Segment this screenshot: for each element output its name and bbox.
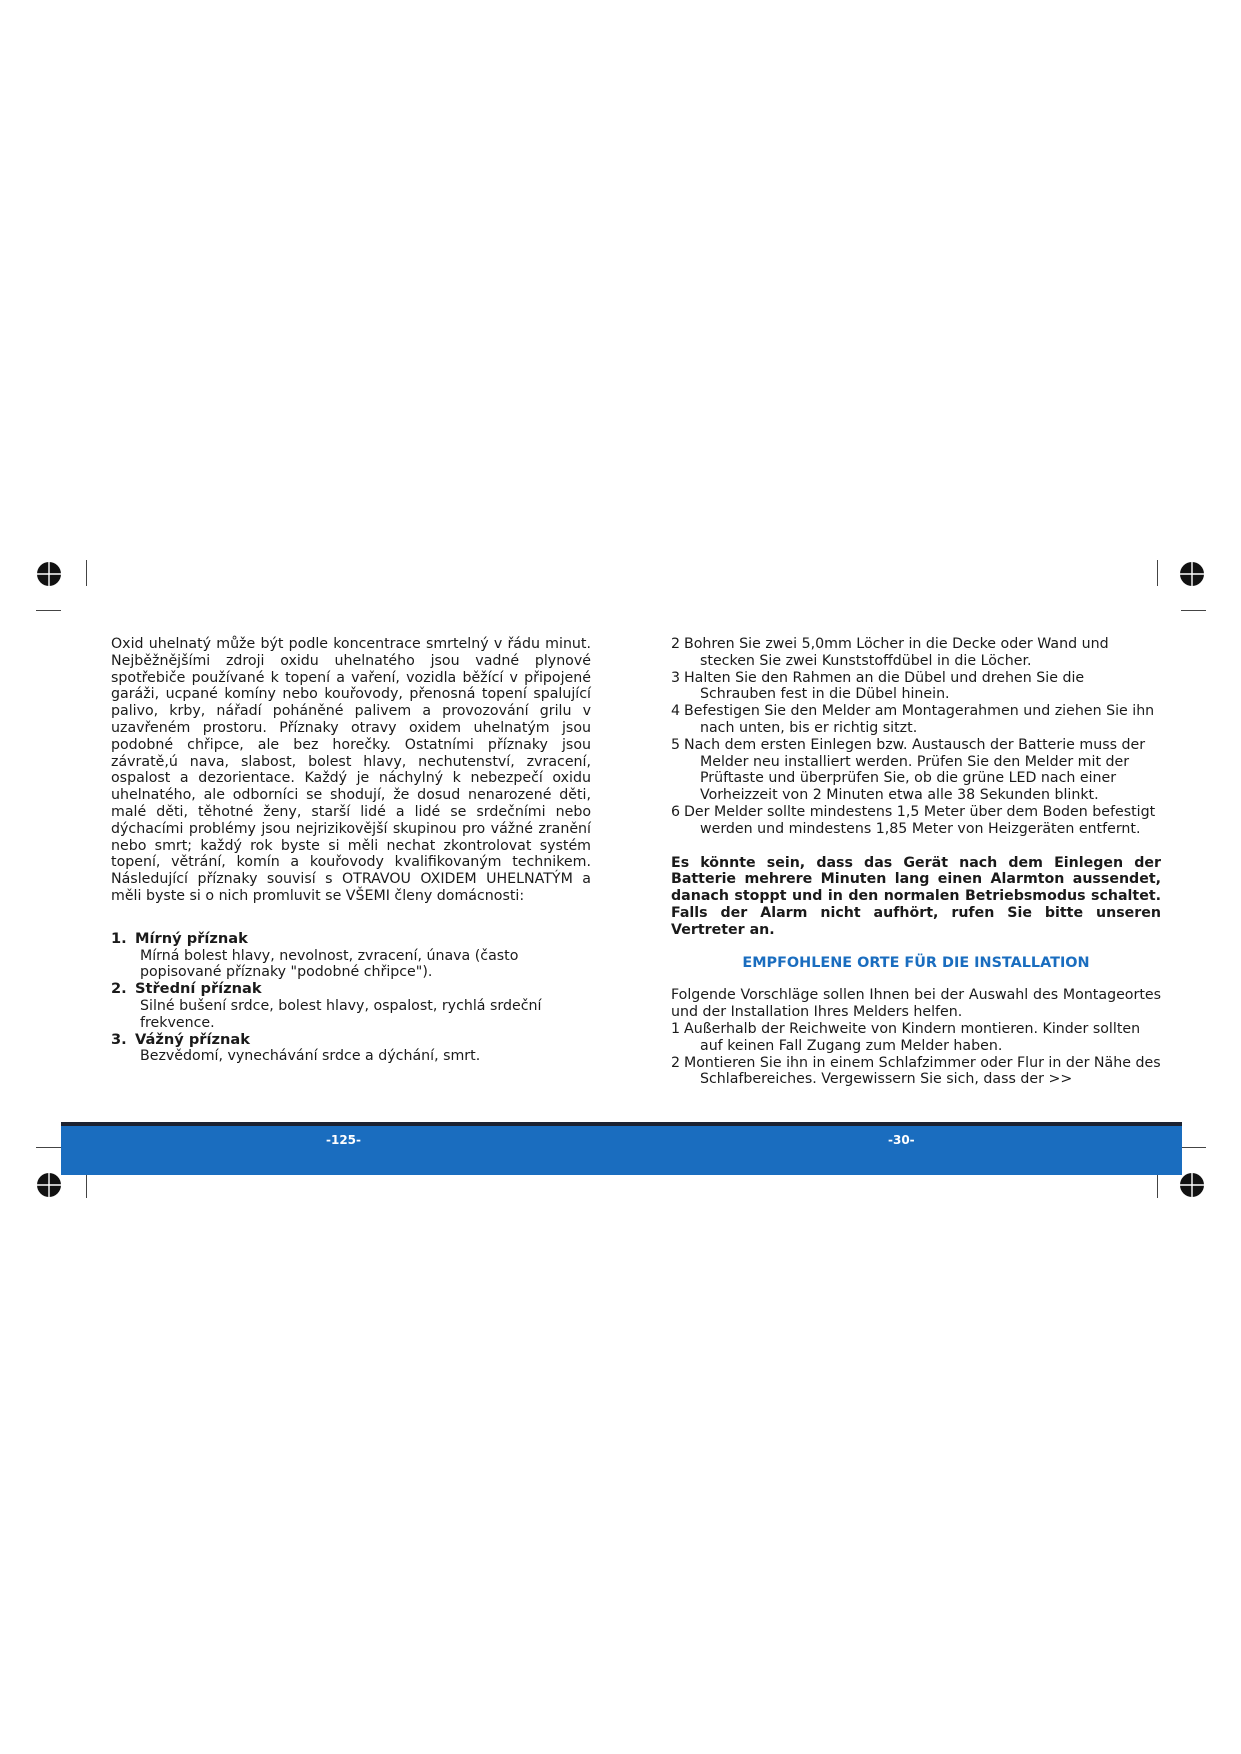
co-intro-paragraph: Oxid uhelnatý může být podle koncentrace smrtelný v řádu minut. Nejběžnějšími zdroji oxidu uhelnatého jsou vadné plynové spotřebiče používané k topení a vaření, vozidla běžící v připojené garáži, ucpané komíny nebo kouřovody, přenosná topení spalující palivo, krby, nářadí poháněné palivem a provozování grilu v uzavřeném prostoru. Příznaky otravy oxidem uhelnatým jsou podobné chřipce, ale bez horečky. Ostatními příznaky jsou závratě,ú nava, slabost, bolest hlavy, nechutenství, zvracení, ospalost a dezorientace. Každý je náchylný k nebezpečí oxidu uhelnatého, ale odborníci se shodují, že dosud nenarozené děti, malé děti, těhotné ženy, starší lidé a lidé se srdečními nebo dýchacími problémy jsou nejrizikovější skupinou pro vážné zranění nebo smrt; každý rok byste si měli nechat zkontrolovat systém topení, větrání, komín a kouřovody kvalifikovaným technikem. Následující příznaky souvisí s OTRAVOU OXIDEM UHELNATÝM a měli byste si o nich promluvit se VŠEMI členy domácnosti: — [111, 636, 591, 904]
location-text: Außerhalb der Reichweite von Kindern montieren. Kinder sollten auf keinen Fall Zugang zum Melder haben. — [684, 1020, 1141, 1054]
symptom-title: Mírný příznak — [135, 929, 248, 947]
crop-mark-icon — [36, 1147, 61, 1148]
crop-mark-icon — [86, 560, 87, 586]
step-text: Bohren Sie zwei 5,0mm Löcher in die Decke oder Wand und stecken Sie zwei Kunststoffdübel in die Löcher. — [684, 636, 1109, 669]
installation-steps — [671, 636, 1161, 838]
symptom-title: Střední příznak — [135, 980, 262, 998]
page-number-right: -30- — [888, 1133, 915, 1147]
section-intro: Folgende Vorschläge sollen Ihnen bei der Auswahl des Montageortes und der Installation Ihres Melders helfen. — [671, 987, 1161, 1021]
crop-mark-icon — [1157, 1172, 1158, 1198]
registration-mark-icon — [36, 1172, 62, 1198]
list-item — [671, 1055, 1161, 1089]
symptom-heading — [111, 1032, 591, 1049]
registration-mark-icon — [1179, 561, 1205, 587]
list-item — [111, 981, 591, 1031]
symptom-heading — [111, 931, 591, 948]
symptom-number: 1. — [111, 929, 127, 947]
right-page-column — [671, 636, 1161, 1088]
crop-mark-icon — [1181, 1147, 1206, 1148]
step-text: Halten Sie den Rahmen an die Dübel und drehen Sie die Schrauben fest in die Dübel hinein. — [684, 669, 1085, 703]
step-number: 3 — [671, 669, 681, 686]
registration-mark-icon — [1179, 1172, 1205, 1198]
left-page-column — [111, 636, 591, 1065]
location-text: Montieren Sie ihn in einem Schlafzimmer oder Flur in der Nähe des Schlafbereiches. Vergewissern Sie sich, dass der >> — [684, 1054, 1161, 1088]
section-heading: EMPFOHLENE ORTE FÜR DIE INSTALLATION — [742, 954, 1090, 971]
crop-mark-icon — [86, 1172, 87, 1198]
list-item — [671, 670, 1161, 704]
list-item — [671, 1021, 1161, 1055]
symptom-description: Bezvědomí, vynechávání srdce a dýchání, smrt. — [140, 1048, 481, 1065]
step-text: Der Melder sollte mindestens 1,5 Meter über dem Boden befestigt werden und mindestens 1,85 Meter von Heizgeräten entfernt. — [684, 803, 1156, 837]
crop-mark-icon — [1181, 610, 1206, 611]
list-item — [671, 804, 1161, 838]
step-number: 5 — [671, 736, 681, 753]
location-number: 2 — [671, 1054, 681, 1071]
step-number: 4 — [671, 703, 681, 720]
footer-band — [61, 1122, 1182, 1175]
symptom-list — [111, 931, 591, 1065]
crop-mark-icon — [1157, 560, 1158, 586]
alarm-warning: Es könnte sein, dass das Gerät nach dem Einlegen der Batterie mehrere Minuten lang einen Alarmton aussendet, danach stoppt und in den normalen Betriebsmodus schaltet. Falls der Alarm nicht aufhört, rufen Sie bitte unseren Vertreter an. — [671, 854, 1161, 938]
symptom-heading — [111, 981, 591, 998]
location-list — [671, 1021, 1161, 1088]
list-item — [671, 636, 1161, 670]
symptom-description: Mírná bolest hlavy, nevolnost, zvracení, únava (často popisované příznaky "podobné chřipce"). — [140, 947, 519, 981]
location-number: 1 — [671, 1020, 681, 1037]
step-number: 6 — [671, 803, 681, 820]
crop-mark-icon — [36, 610, 61, 611]
list-item — [111, 931, 591, 981]
step-text: Nach dem ersten Einlegen bzw. Austausch der Batterie muss der Melder neu installiert werden. Prüfen Sie den Melder mit der Prüftaste und überprüfen Sie, ob die grüne LED nach einer Vorheizzeit von 2 Minuten etwa alle 38 Sekunden blinkt. — [684, 736, 1146, 804]
symptom-number: 3. — [111, 1030, 127, 1048]
step-number: 2 — [671, 636, 681, 652]
list-item — [671, 737, 1161, 804]
symptom-title: Vážný příznak — [135, 1030, 250, 1048]
symptom-description: Silné bušení srdce, bolest hlavy, ospalost, rychlá srdeční frekvence. — [140, 997, 542, 1031]
list-item — [111, 1032, 591, 1066]
page-number-left: -125- — [326, 1133, 362, 1147]
step-text: Befestigen Sie den Melder am Montagerahmen und ziehen Sie ihn nach unten, bis er richtig sitzt. — [684, 703, 1155, 736]
registration-mark-icon — [36, 561, 62, 587]
list-item — [671, 703, 1161, 737]
symptom-number: 2. — [111, 980, 127, 998]
